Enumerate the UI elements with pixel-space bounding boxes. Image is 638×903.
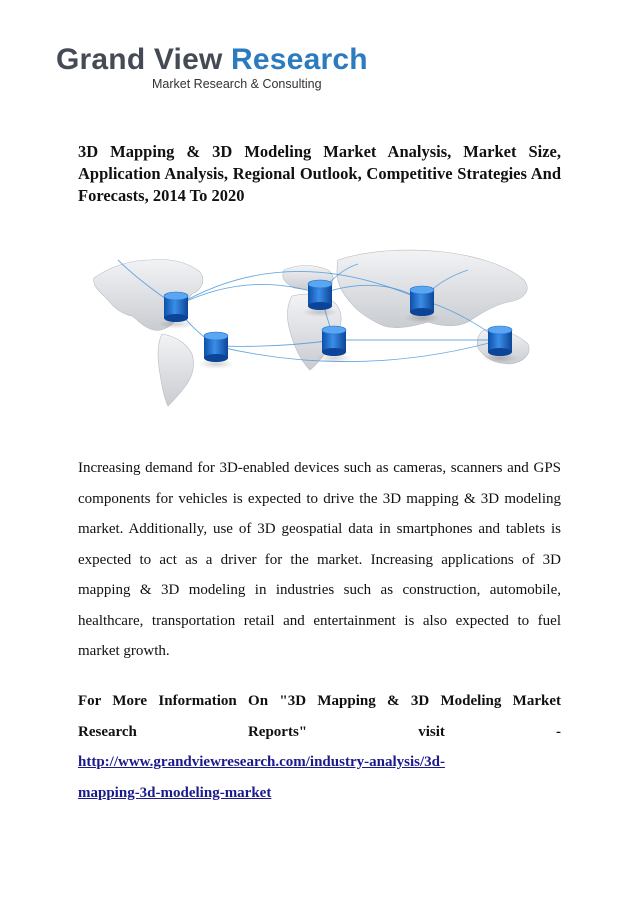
logo-name-part2: Research — [231, 43, 368, 76]
database-icon — [198, 332, 234, 369]
report-link-line2[interactable]: mapping-3d-modeling-market — [78, 784, 272, 801]
document-title: 3D Mapping & 3D Modeling Market Analysis, Market Size, Application Analysis, Regional Outlook, Competitive Strategies And Forecasts, 2014 To 2020 — [78, 142, 561, 205]
continents — [94, 250, 529, 406]
report-link-line1[interactable]: http://www.grandviewresearch.com/industry-analysis/3d- — [78, 754, 445, 770]
more-info-word: visit — [418, 723, 445, 740]
more-info-line-2 — [78, 717, 561, 748]
more-info-word: Research — [78, 723, 137, 740]
logo-wordmark — [56, 44, 366, 76]
more-info-line: For More Information On "3D Mapping & 3D Modeling Market — [78, 693, 561, 709]
more-info-dash: - — [555, 723, 561, 740]
company-logo — [56, 44, 366, 104]
logo-name-part1: Grand View — [56, 43, 232, 76]
logo-tagline: Market Research & Consulting — [152, 77, 322, 91]
more-info-section — [78, 686, 561, 808]
more-info-word: Reports" — [247, 723, 308, 740]
world-network-map-illustration — [88, 230, 556, 408]
body-paragraph: Increasing demand for 3D-enabled devices such as cameras, scanners and GPS components for vehicles is expected to drive the 3D mapping & 3D modeling market. Additionally, use of 3D geospatial data in smartphones and tablets is expected to act as a driver for the market. Increasing applications of 3D mapping & 3D modeling in industries such as construction, automobile, healthcare, transportation retail and entertainment is also expected to fuel market growth. — [78, 460, 561, 659]
